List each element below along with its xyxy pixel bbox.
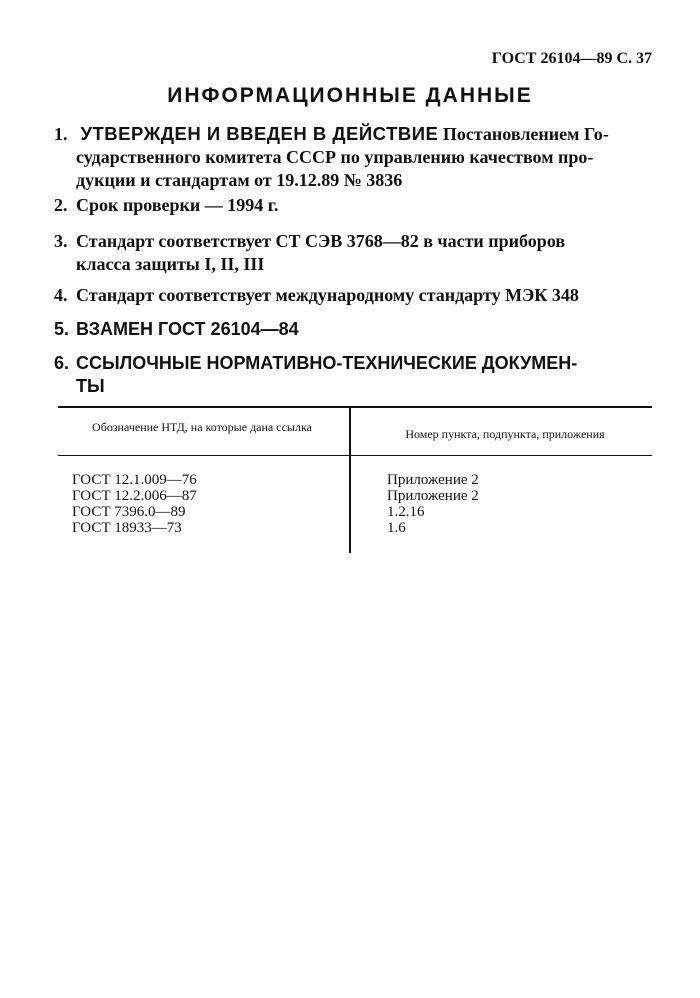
item-text-line: ТЫ xyxy=(76,376,105,396)
table-cell: Приложение 2 xyxy=(387,488,479,504)
table-cell: ГОСТ 18933—73 xyxy=(72,520,182,536)
item-text-line: сударственного комитета СССР по управлению качеством про- xyxy=(76,147,594,167)
table-cell: ГОСТ 7396.0—89 xyxy=(72,504,186,520)
table-top-rule xyxy=(58,406,652,408)
item-text: Стандарт соответствует СТ СЭВ 3768—82 в части приборов xyxy=(76,231,566,251)
table-cell: 1.6 xyxy=(387,520,406,536)
item-text: ВЗАМЕН ГОСТ 26104—84 xyxy=(76,319,299,339)
table-header-rule xyxy=(58,455,652,456)
info-item-1 xyxy=(54,122,650,192)
item-number: 3. xyxy=(54,231,68,251)
item-text: Постановлением Го- xyxy=(442,124,609,144)
item-lead-text: УТВЕРЖДЕН И ВВЕДЕН В ДЕЙСТВИЕ xyxy=(80,123,439,144)
item-number: 4. xyxy=(54,285,68,305)
table-column-ntd xyxy=(72,472,197,536)
table-column-divider xyxy=(349,408,351,553)
item-number: 6. xyxy=(54,353,70,373)
table-header-ntd: Обозначение НТД, на которые дана ссылка xyxy=(92,420,312,434)
item-text: ССЫЛОЧНЫЕ НОРМАТИВНО-ТЕХНИЧЕСКИЕ ДОКУМЕН- xyxy=(76,353,578,373)
info-item-6 xyxy=(54,352,650,398)
table-cell: ГОСТ 12.1.009—76 xyxy=(72,472,197,488)
item-text-line: класса защиты I, II, III xyxy=(76,254,265,274)
info-item-2 xyxy=(54,194,650,217)
item-number: 2. xyxy=(54,195,68,215)
item-number: 1. xyxy=(54,124,68,144)
page-title: ИНФОРМАЦИОННЫЕ ДАННЫЕ xyxy=(167,84,533,107)
item-text: Стандарт соответствует международному стандарту МЭК 348 xyxy=(76,285,579,305)
info-item-3 xyxy=(54,230,650,276)
item-text: Срок проверки — 1994 г. xyxy=(76,195,279,215)
info-item-5 xyxy=(54,318,650,341)
table-column-clause xyxy=(387,472,479,536)
page-header-code: ГОСТ 26104—89 С. 37 xyxy=(491,50,652,67)
table-cell: ГОСТ 12.2.006—87 xyxy=(72,488,197,504)
table-cell: Приложение 2 xyxy=(387,472,479,488)
item-number: 5. xyxy=(54,319,70,339)
table-header-clause: Номер пункта, подпункта, приложения xyxy=(405,427,605,441)
item-text-line: дукции и стандартам от 19.12.89 № 3836 xyxy=(76,170,403,190)
table-cell: 1.2.16 xyxy=(387,504,425,520)
info-item-4 xyxy=(54,284,650,307)
